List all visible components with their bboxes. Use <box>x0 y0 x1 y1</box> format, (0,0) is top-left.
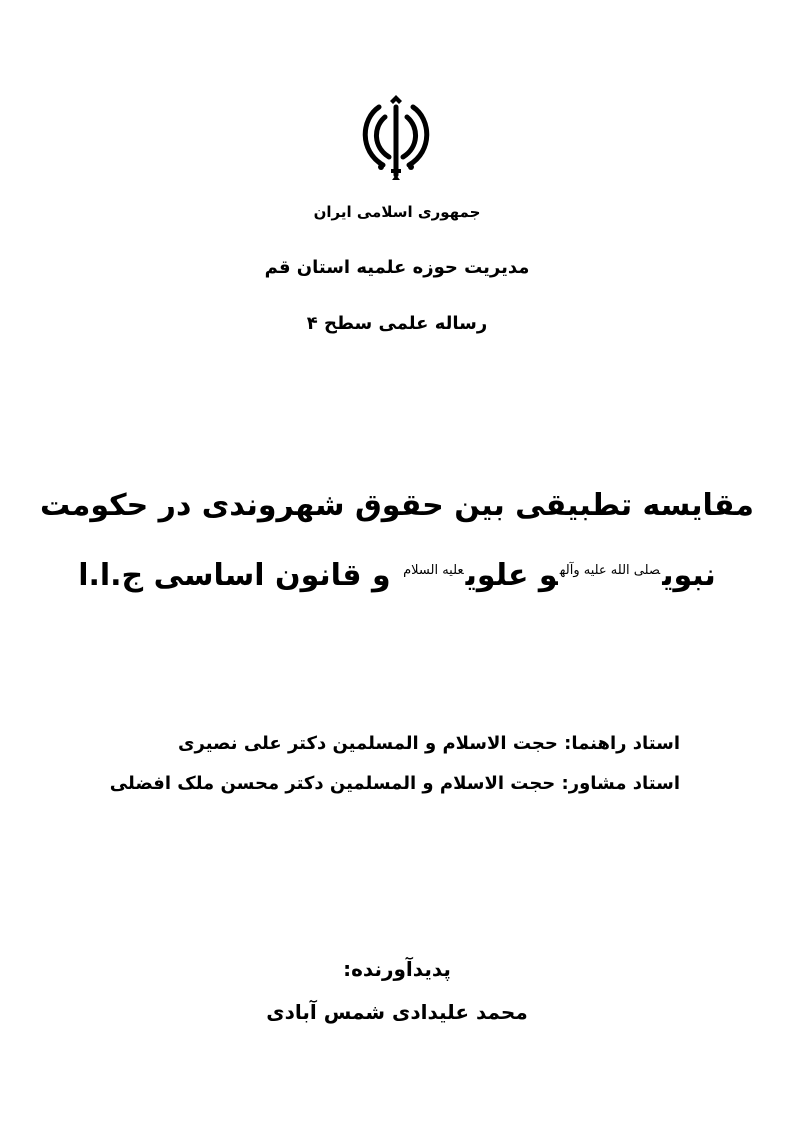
consultant-line: استاد مشاور: حجت الاسلام و المسلمین دکتر محسن ملک افضلی <box>109 773 680 794</box>
author-name: محمد علیدادی شمس آبادی <box>266 1000 528 1024</box>
thesis-title-line-2 <box>0 558 794 593</box>
iran-emblem-icon <box>357 95 435 180</box>
seminary-management: مدیریت حوزه علمیه استان قم <box>264 257 530 278</box>
title-word-nabavi: نبوی <box>662 558 716 593</box>
thesis-level: رساله علمی سطح ۴ <box>306 313 488 334</box>
supervisor-line: استاد راهنما: حجت الاسلام و المسلمین دکتر علی نصیری <box>178 733 680 754</box>
imam-honorific-glyph: عليه السلام <box>403 563 464 578</box>
title-word-alavi: و علوی <box>465 558 558 593</box>
country-name: جمهوری اسلامی ایران <box>313 203 481 221</box>
thesis-title-line-1: مقایسه تطبیقی بین حقوق شهروندی در حکومت <box>40 488 754 523</box>
prophet-honorific-glyph: صلى الله عليه وآله <box>559 563 661 578</box>
author-label: پدیدآورنده: <box>343 957 451 981</box>
title-word-constitution: و قانون اساسی ج.ا.ا <box>78 558 391 593</box>
